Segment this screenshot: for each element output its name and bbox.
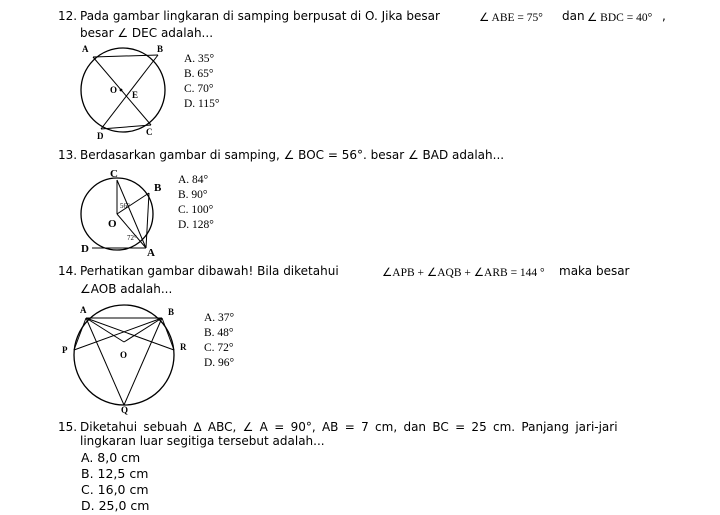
option-d[interactable]: D. 25,0 cm: [81, 498, 150, 513]
angle-label-56: 56°: [120, 202, 130, 210]
point-p: P: [62, 345, 68, 355]
comma: ,: [662, 9, 666, 23]
question-text: Berdasarkan gambar di samping, ∠ BOC = 56°. besar ∠ BAD adalah...: [80, 148, 505, 162]
point-o: O: [120, 350, 128, 360]
option-a[interactable]: A. 8,0 cm: [81, 450, 141, 465]
point-a: A: [80, 305, 87, 315]
question-text: Pada gambar lingkaran di samping berpusat di O. Jika besar: [80, 9, 440, 23]
point-o: O: [110, 85, 118, 95]
point-o: O: [108, 218, 117, 230]
question-text-line2: ∠AOB adalah...: [80, 282, 173, 296]
option-c[interactable]: C. 100°: [178, 204, 214, 216]
point-r: R: [180, 342, 187, 352]
question-text-end: maka besar: [559, 264, 630, 278]
option-a[interactable]: A. 37°: [204, 312, 235, 324]
options-15: [81, 450, 149, 514]
question-text-line2: lingkaran luar segitiga tersebut adalah...: [80, 434, 325, 448]
options-14: [204, 311, 234, 371]
question-number: 12.: [58, 9, 78, 23]
point-a: A: [82, 44, 89, 54]
option-b[interactable]: B. 65°: [184, 68, 214, 80]
conjunction: dan: [562, 9, 585, 23]
option-c[interactable]: C. 16,0 cm: [81, 482, 149, 497]
option-b[interactable]: B. 90°: [178, 189, 208, 201]
point-c: C: [110, 168, 118, 180]
question-text: Diketahui sebuah ∆ ABC, ∠ A = 90°, AB = 7 cm, dan BC = 25 cm. Panjang jari-jari: [80, 420, 618, 434]
question-text: Perhatikan gambar dibawah! Bila diketahui: [80, 264, 339, 278]
point-b: B: [154, 182, 162, 194]
option-c[interactable]: C. 72°: [204, 342, 234, 354]
point-d: D: [81, 243, 89, 255]
point-b: B: [157, 44, 164, 54]
option-d[interactable]: D. 115°: [184, 98, 220, 110]
point-e: E: [132, 90, 139, 100]
option-d[interactable]: D. 96°: [204, 357, 235, 369]
angle-sum-formula: ∠APB + ∠AQB + ∠ARB = 144 °: [382, 267, 545, 279]
option-d[interactable]: D. 128°: [178, 219, 214, 231]
point-a: A: [147, 247, 155, 259]
option-c[interactable]: C. 70°: [184, 83, 214, 95]
angle-abe: ∠ ABE = 75°: [479, 12, 543, 24]
point-b: B: [168, 307, 175, 317]
question-text-line2: besar ∠ DEC adalah...: [80, 26, 214, 40]
angle-bdc: ∠ BDC = 40°: [587, 12, 653, 24]
question-number: 14.: [58, 264, 78, 278]
option-b[interactable]: B. 48°: [204, 327, 234, 339]
point-d: D: [97, 131, 104, 141]
angle-label-72: 72°: [127, 234, 137, 242]
option-a[interactable]: A. 84°: [178, 174, 209, 186]
question-number: 15.: [58, 420, 78, 434]
point-q: Q: [121, 405, 129, 415]
point-c: C: [146, 127, 153, 137]
question-number: 13.: [58, 148, 78, 162]
option-a[interactable]: A. 35°: [184, 53, 215, 65]
option-b[interactable]: B. 12,5 cm: [81, 466, 149, 481]
